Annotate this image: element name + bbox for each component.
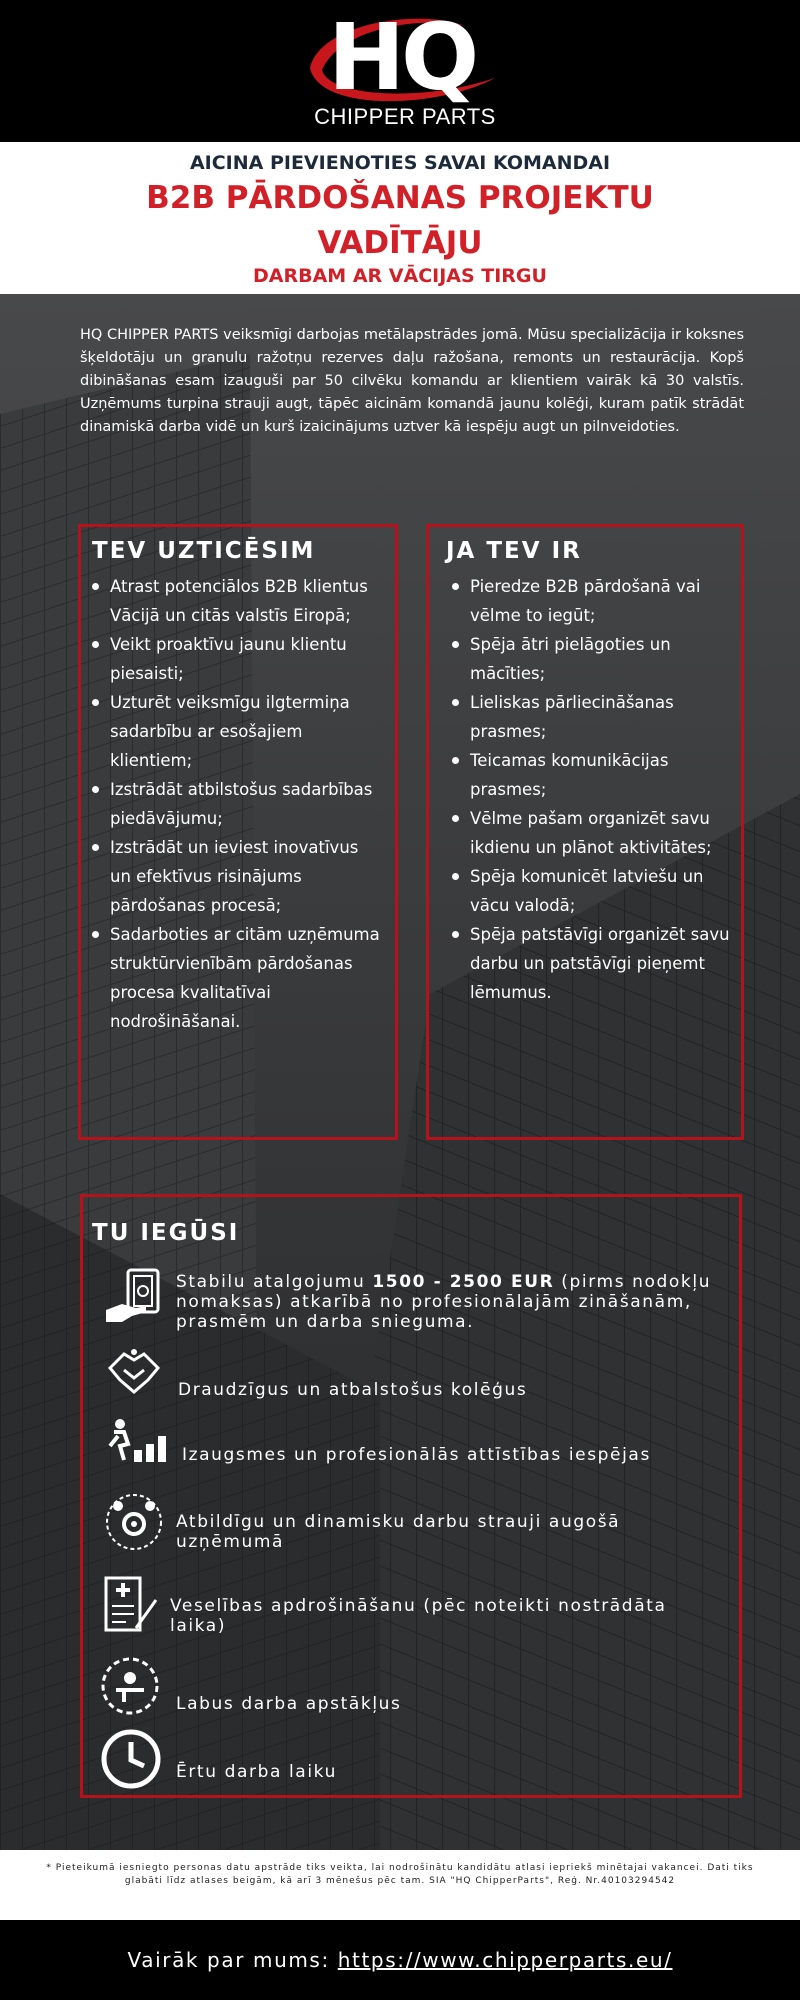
website-link[interactable]: https://www.chipperparts.eu/ <box>337 1948 673 1972</box>
list-item: Pieredze B2B pārdošanā vai vēlme to iegūt; <box>452 572 732 630</box>
list-item: Atrast potenciālos B2B klientus Vācijā un citās valstīs Eiropā; <box>92 572 384 630</box>
growth-stairs-icon <box>104 1416 168 1466</box>
list-item: Sadarboties ar citām uzņēmuma struktūrvienībām pārdošanas procesa kvalitatīvai nodrošināšanai. <box>92 920 384 1036</box>
title-band <box>0 142 800 294</box>
list-item: Izstrādāt atbilstošus sadarbības piedāvājumu; <box>92 775 384 833</box>
salary-text-post: (pirms nodokļu nomaksas) atkarībā no profesionālajām zināšanām, prasmēm un darba snieguma. <box>176 1272 712 1332</box>
benefit-hours: Ērtu darba laiku <box>176 1762 337 1782</box>
benefit-insurance: Veselības apdrošināšanu (pēc noteikti nostrādāta laika) <box>170 1596 667 1636</box>
more-label: Vairāk par mums: <box>127 1948 338 1972</box>
list-item: Spēja ātri pielāgoties un mācīties; <box>452 630 732 688</box>
salary-text-pre: Stabilu atalgojumu <box>176 1272 373 1292</box>
requirements-heading: JA TEV IR <box>446 538 582 564</box>
more-about-us <box>0 1920 800 2000</box>
money-hand-icon <box>102 1266 168 1332</box>
salary-amount: 1500 - 2500 EUR <box>372 1272 555 1292</box>
privacy-note: * Pieteikumā iesniegto personas datu apstrāde tiks veikta, lai nodrošinātu kandidātu atlasi iepriekš minētajai vakancei. Dati tiks glabāti līdz atlases beigām, kā arī 3 mēnešus pēc tam. SIA "HQ ChipperParts", Reģ. Nr.40103294542 <box>46 1863 754 1886</box>
workplace-icon <box>100 1656 160 1716</box>
benefit-work: Atbildīgu un dinamisku darbu strauji augošā uzņēmumā <box>176 1512 621 1552</box>
list-item: Vēlme pašam organizēt savu ikdienu un plānot aktivitātes; <box>452 804 732 862</box>
logo-mark: HQ <box>328 4 476 111</box>
benefit-conditions: Labus darba apstākļus <box>176 1694 402 1714</box>
invite-text: AICINA PIEVIENOTIES SAVAI KOMANDAI <box>189 152 611 174</box>
duties-heading: TEV UZTICĒSIM <box>92 538 316 564</box>
list-item: Spēja patstāvīgi organizēt savu darbu un patstāvīgi pieņemt lēmumus. <box>452 920 732 1007</box>
job-title: B2B PĀRDOŠANAS PROJEKTU VADĪTĀJU <box>146 180 654 261</box>
list-item: Lieliskas pārliecināšanas prasmes; <box>452 688 732 746</box>
market-text: DARBAM AR VĀCIJAS TIRGU <box>253 265 547 287</box>
benefits-heading: TU IEGŪSI <box>92 1220 240 1246</box>
company-logo <box>300 4 500 136</box>
list-item: Spēja komunicēt latviešu un vācu valodā; <box>452 862 732 920</box>
benefit-salary <box>176 1272 716 1332</box>
logo-band <box>0 0 800 142</box>
clock-icon <box>100 1728 162 1790</box>
handshake-icon <box>104 1346 164 1402</box>
list-item: Veikt proaktīvu jaunu klientu piesaisti; <box>92 630 384 688</box>
requirements-list <box>452 572 732 1007</box>
benefit-growth: Izaugsmes un profesionālās attīstības iespējas <box>182 1445 651 1465</box>
list-item: Teicamas komunikācijas prasmes; <box>452 746 732 804</box>
privacy-note-band <box>0 1850 800 1920</box>
document-medical-icon <box>96 1572 160 1638</box>
duties-list <box>92 572 384 1036</box>
gears-person-icon <box>104 1492 164 1552</box>
list-item: Uzturēt veiksmīgu ilgtermiņa sadarbību ar esošajiem klientiem; <box>92 688 384 775</box>
company-intro: HQ CHIPPER PARTS veiksmīgi darbojas metālapstrādes jomā. Mūsu specializācija ir koksnes šķeldotāju un granulu ražotņu rezerves daļu ražošana, remonts un restaurācija. Kopš dibināšanas esam izauguši par 50 cilvēku komandu ar klientiem vairāk kā 30 valstīs. Uzņēmums turpina strauji augt, tāpēc aicinām komandā jaunu kolēģi, kuram patīk strādāt dinamiskā darba vidē un kurš izaicinājums uztver kā iespēju augt un pilnveidoties. <box>80 327 744 435</box>
list-item: Izstrādāt un ieviest inovatīvus un efektīvus risinājums pārdošanas procesā; <box>92 833 384 920</box>
benefit-colleagues: Draudzīgus un atbalstošus kolēģus <box>178 1380 528 1400</box>
logo-subtitle: CHIPPER PARTS <box>314 104 496 129</box>
